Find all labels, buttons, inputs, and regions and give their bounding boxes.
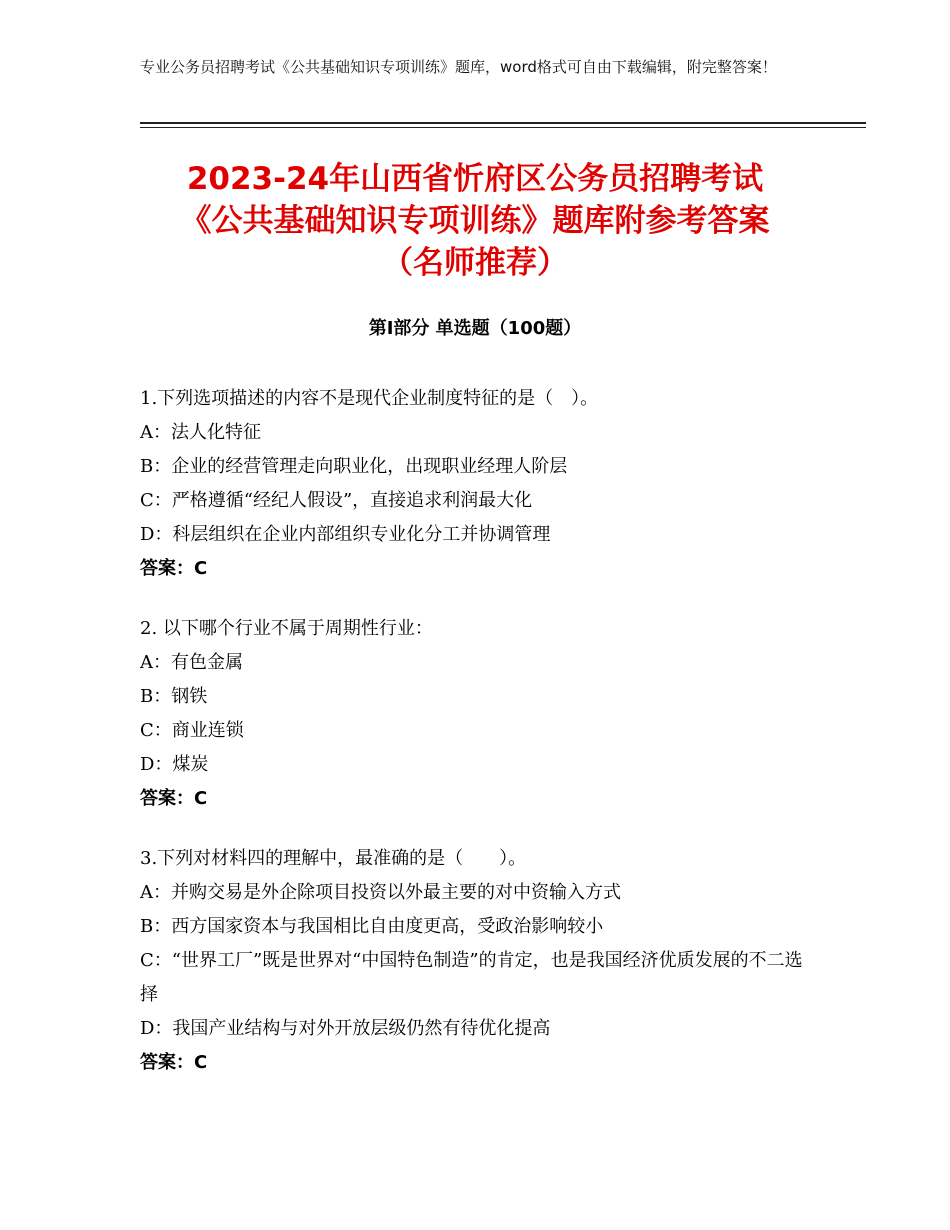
- option-c: C：商业连锁: [140, 720, 244, 741]
- answer: 答案：C: [140, 788, 208, 809]
- question-stem: 1.下列选项描述的内容不是现代企业制度特征的是（ ）。: [140, 388, 599, 409]
- title-line-1: 2023-24年山西省忻府区公务员招聘考试: [186, 161, 764, 197]
- answer: 答案：C: [140, 1052, 208, 1073]
- question-stem: 2. 以下哪个行业不属于周期性行业：: [140, 618, 433, 639]
- title-line-2: 《公共基础知识专项训练》题库附参考答案: [180, 203, 770, 239]
- section-heading: 第Ⅰ部分 单选题（100题）: [368, 318, 582, 339]
- question-list: [140, 382, 820, 1106]
- option-b: B：钢铁: [140, 686, 208, 707]
- option-b: B：西方国家资本与我国相比自由度更高，受政治影响较小: [140, 916, 604, 937]
- answer: 答案：C: [140, 558, 208, 579]
- question-1: [140, 382, 820, 586]
- header-rule-thick: [140, 122, 866, 124]
- question-3: [140, 842, 820, 1080]
- option-b: B：企业的经营管理走向职业化，出现职业经理人阶层: [140, 456, 568, 477]
- option-d: D：煤炭: [140, 754, 209, 775]
- option-d: D：科层组织在企业内部组织专业化分工并协调管理: [140, 524, 551, 545]
- option-a: A：有色金属: [140, 652, 243, 673]
- document-title: [100, 158, 850, 284]
- question-2: [140, 612, 820, 816]
- option-c: C：严格遵循“经纪人假设”，直接追求利润最大化: [140, 490, 533, 511]
- option-a: A：法人化特征: [140, 422, 261, 443]
- option-a: A：并购交易是外企除项目投资以外最主要的对中资输入方式: [140, 882, 621, 903]
- option-d: D：我国产业结构与对外开放层级仍然有待优化提高: [140, 1018, 551, 1039]
- question-stem: 3.下列对材料四的理解中，最准确的是（ ）。: [140, 848, 527, 869]
- title-line-3: （名师推荐）: [382, 245, 568, 281]
- option-c: C：“世界工厂”既是世界对“中国特色制造”的肯定，也是我国经济优质发展的不二选择: [140, 950, 803, 1005]
- header-note: 专业公务员招聘考试《公共基础知识专项训练》题库，word格式可自由下载编辑，附完整答案！: [140, 58, 777, 76]
- header-rule-thin: [140, 127, 866, 128]
